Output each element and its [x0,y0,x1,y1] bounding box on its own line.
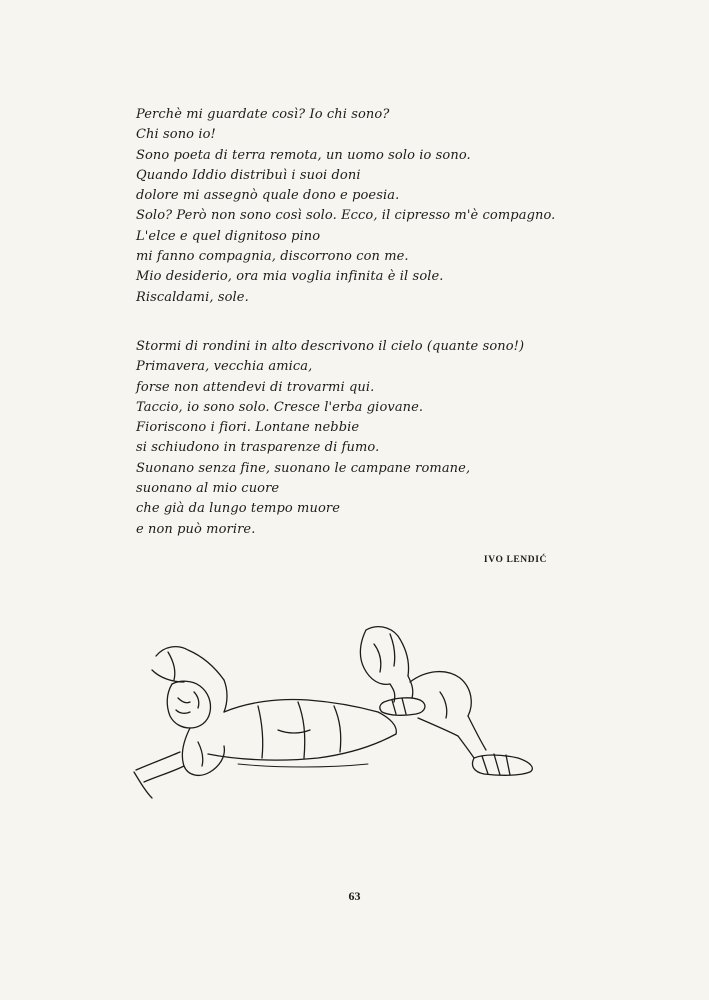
poem-line: Stormi di rondini in alto descrivono il cielo (quante sono!) [136,339,525,354]
poem-line: Quando Iddio distribuì i suoi doni [136,167,361,183]
poem-line: Primavera, vecchia amica, [136,359,313,375]
poem-line: suonano al mio cuore [136,481,280,497]
reclining-man-illustration [128,622,548,800]
poem-line: Solo? Però non sono così solo. Ecco, il cipresso m'è compagno. [136,208,556,224]
poem-line: Suonano senza fine, suonano le campane romane, [136,460,471,476]
poem-line: Taccio, io sono solo. Cresce l'erba giovane. [136,399,424,415]
poem-line: si schiudono in trasparenze di fumo. [136,440,380,456]
poem-line: e non può morire. [136,521,256,537]
poem-line: Mio desiderio, ora mia voglia infinita è il sole. [136,269,444,285]
poem-stanza-2 [136,337,524,540]
poem-line: L'elce e quel dignitoso pino [136,228,321,244]
poem-line: mi fanno compagnia, discorrono con me. [136,249,409,265]
poem-stanza-1 [136,105,555,308]
poem-line: Chi sono io! [136,127,216,143]
author-signature: IVO LENDIĆ [483,555,547,565]
poem-line: dolore mi assegnò quale dono e poesia. [136,188,400,204]
poem-line: Riscaldami, sole. [136,289,249,305]
poem-line: forse non attendevi di trovarmi qui. [136,379,375,395]
poem-line: Perchè mi guardate così? Io chi sono? [136,107,390,122]
poem-line: Fioriscono i fiori. Lontane nebbie [136,420,360,436]
page-number: 63 [348,889,361,903]
poem-line: Sono poeta di terra remota, un uomo solo io sono. [136,147,471,163]
poem-line: che già da lungo tempo muore [136,501,340,517]
